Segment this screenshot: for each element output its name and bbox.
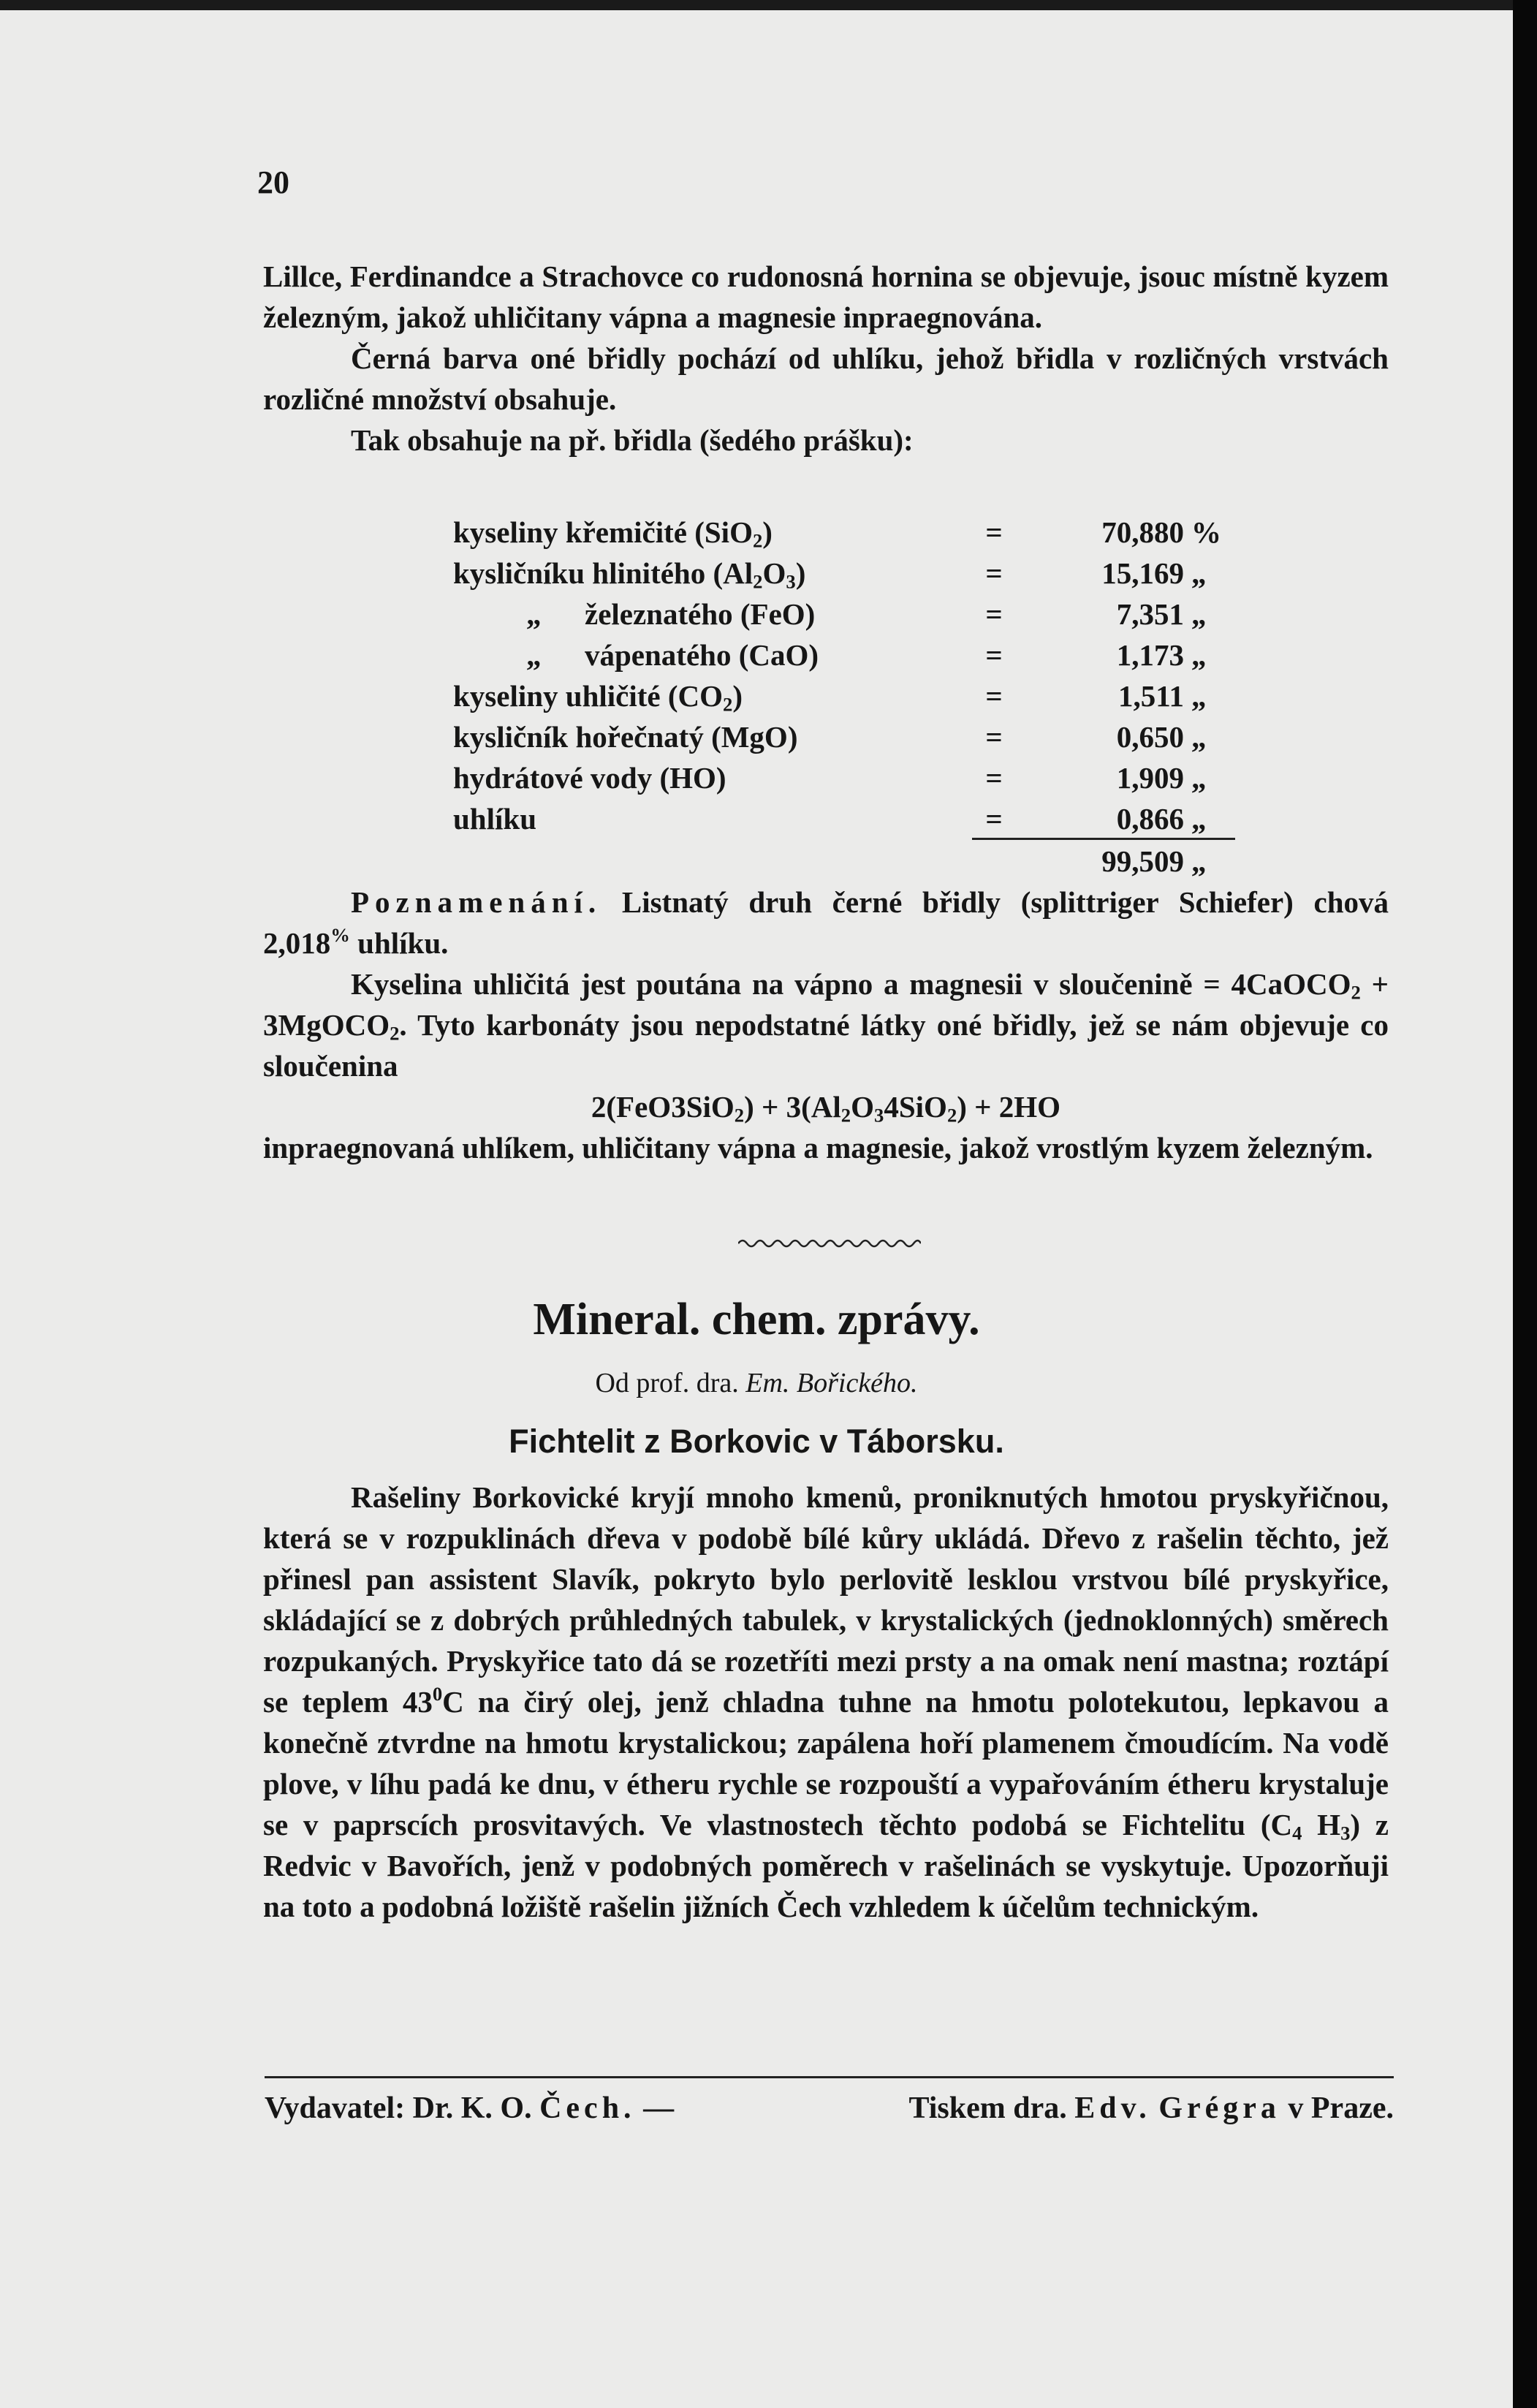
note-label: Poznamenání.: [351, 885, 602, 919]
ditto-mark: „: [526, 597, 542, 631]
table-row: [453, 716, 1235, 757]
component-unit: „: [1191, 597, 1207, 631]
paragraph-3: Tak obsahuje na př. břidla (šedého prášku):: [351, 423, 914, 457]
paragraph-2: Černá barva oné břidly pochází od uhlíku, jehož břidla v rozličných vrstvách rozličné množství obsahuje.: [263, 341, 1389, 416]
equals-sign: =: [985, 802, 1003, 836]
footer-divider: [265, 2076, 1394, 2078]
component-unit: „: [1191, 638, 1207, 672]
component-value: 0,650: [1116, 720, 1184, 754]
paragraph-5: Kyselina uhličitá jest poutána na vápno a magnesii v sloučenině = 4CaOCO$_2$ + 3MgOCO$_2$. Tyto karbonáty jsou nepodstatné látky oné břidly, jež se nám objevuje co sloučenina: [263, 967, 1389, 1083]
component-value: 1,909: [1116, 761, 1184, 795]
component-value: 0,866: [1116, 802, 1184, 836]
byline-author: Em. Bořického.: [745, 1368, 918, 1398]
component-unit: „: [1191, 802, 1207, 836]
component-name: uhlíku: [453, 802, 536, 836]
scan-top-edge: [0, 0, 1513, 10]
byline: Od prof. dra. Em. Bořického.: [595, 1368, 918, 1398]
component-name: hydrátové vody (HO): [453, 761, 726, 795]
component-unit: „: [1191, 679, 1207, 713]
total-value: 99,509: [1101, 844, 1184, 878]
table-row: [453, 553, 1235, 594]
component-unit: „: [1191, 720, 1207, 754]
lower-text-block: [263, 882, 1389, 1168]
table-row: [453, 594, 1235, 635]
component-value: 1,173: [1116, 638, 1184, 672]
paragraph-6: inpraegnovaná uhlíkem, uhličitany vápna a magnesie, jakož vrostlým kyzem železným.: [263, 1131, 1373, 1165]
component-value: 70,880: [1101, 515, 1184, 549]
equals-sign: =: [985, 515, 1003, 549]
component-name: kyseliny křemičité (SiO$_2$): [453, 515, 773, 552]
article-title: Fichtelit z Borkovic v Táborsku.: [509, 1423, 1004, 1460]
equals-sign: =: [985, 720, 1003, 754]
component-value: 1,511: [1118, 679, 1184, 713]
composition-table: [453, 512, 1235, 839]
sum-total: [972, 841, 1235, 882]
equals-sign: =: [985, 638, 1003, 672]
component-name: kysličník hořečnatý (MgO): [453, 720, 798, 754]
component-name: „ vápenatého (CaO): [453, 635, 950, 675]
ditto-mark: „: [526, 638, 542, 672]
equals-sign: =: [985, 556, 1003, 590]
imprint-footer: [265, 2091, 1394, 2126]
table-row: [453, 757, 1235, 798]
component-unit: %: [1191, 515, 1221, 549]
table-row: [453, 512, 1235, 553]
component-value: 7,351: [1116, 597, 1184, 631]
publisher: Vydavatel: Dr. K. O. Čech. —: [265, 2091, 675, 2125]
equals-sign: =: [985, 597, 1003, 631]
note-paragraph: Poznamenání. Listnatý druh černé břidly (splittriger Schiefer) chová 2,018% uhlíku.: [263, 885, 1389, 960]
article-text-block: [263, 1477, 1389, 1927]
total-unit: „: [1191, 844, 1207, 878]
section-title: Mineral. chem. zprávy.: [533, 1295, 980, 1344]
equals-sign: =: [985, 761, 1003, 795]
component-name: kysličníku hlinitého $(Al_2O_3)$: [453, 556, 806, 593]
table-row: [453, 635, 1235, 675]
upper-text-block: [263, 256, 1389, 461]
sum-divider: [972, 838, 1235, 840]
component-name: kyseliny uhličité $(CO_2)$: [453, 679, 743, 716]
chemical-formula: $2(FeO3SiO_2) + 3(Al_2O_34SiO_2) + 2HO$: [591, 1090, 1061, 1127]
component-unit: „: [1191, 761, 1207, 795]
table-row: [453, 675, 1235, 716]
scan-right-edge: [1513, 0, 1537, 2408]
component-value: 15,169: [1101, 556, 1184, 590]
wavy-divider-ornament: [738, 1235, 921, 1252]
component-unit: „: [1191, 556, 1207, 590]
page-number: 20: [257, 164, 289, 200]
table-row: [453, 798, 1235, 839]
paragraph-1: Lillce, Ferdinandce a Strachovce co rudonosná hornina se objevuje, jsouc místně kyzem železným, jakož uhličitany vápna a magnesie inpraegnována.: [263, 260, 1389, 334]
component-name: „ železnatého (FeO): [453, 594, 950, 635]
article-paragraph: Rašeliny Borkovické kryjí mnoho kmenů, proniknutých hmotou pryskyřičnou, která se v rozpuklinách dřeva v podobě bílé kůry ukládá. Dřevo z rašelin těchto, jež přinesl pan assistent Slavík, pokryto bylo perlovitě lesklou vrstvou bílé pryskyřice, skládající se z dobrých průhledných tabulek, v krystalických (jednoklonných) směrech rozpukaných. Pryskyřice tato dá se rozetříti mezi prsty a na omak není mastna; roztápí se teplem $43^0C$ na čirý olej, jenž chladna tuhne na hmotu polotekutou, lepkavou a konečně ztvrdne na hmotu krystalickou; zapálena hoří plamenem čmoudícím. Na vodě plove, v líhu padá ke dnu, v étheru rychle se rozpouští a vypařováním étheru krystaluje se v paprscích prosvitavých. Ve vlastnostech těchto podobá se Fichtelitu ($C_4$ $H_3$) z Redvic v Bavořích, jenž v podobných poměrech v rašelinách se vyskytuje. Upozorňuji na toto a podobná ložiště rašelin jižních Čech vzhledem k účelům technickým.: [263, 1480, 1389, 1923]
equals-sign: =: [985, 679, 1003, 713]
printer: Tiskem dra. Edv. Grégra v Praze.: [908, 2091, 1394, 2125]
